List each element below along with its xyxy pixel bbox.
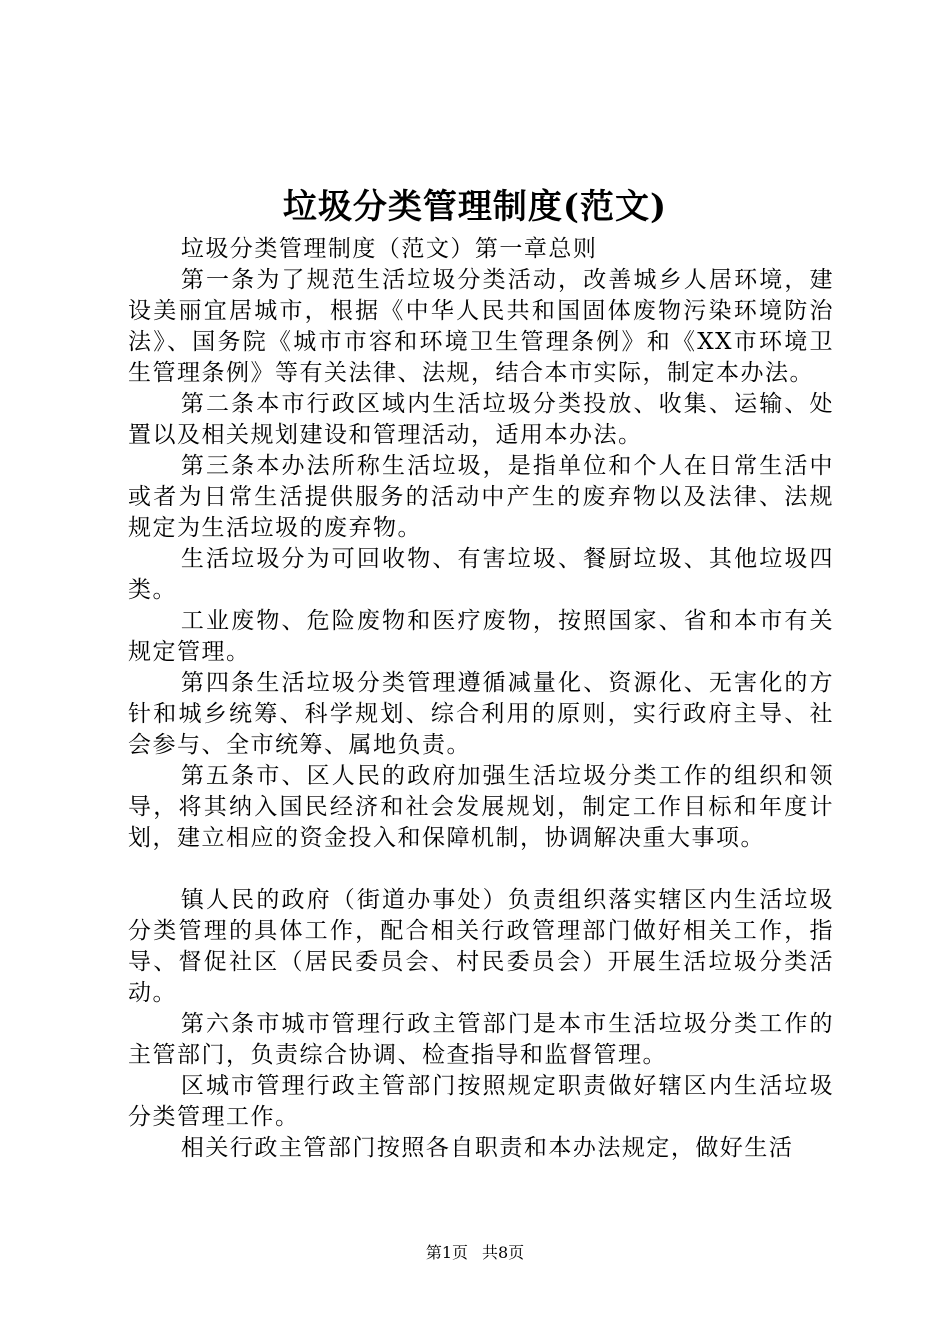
page-footer <box>0 1241 950 1265</box>
paragraph-waste-categories: 生活垃圾分为可回收物、有害垃圾、餐厨垃圾、其他垃圾四类。 <box>128 546 834 603</box>
paragraph-town-government: 镇人民的政府（街道办事处）负责组织落实辖区内生活垃圾分类管理的具体工作，配合相关行政管理部门做好相关工作，指导、督促社区（居民委员会、村民委员会）开展生活垃圾分类活动。 <box>128 887 834 1006</box>
paragraph-article-6: 第六条市城市管理行政主管部门是本市生活垃圾分类工作的主管部门，负责综合协调、检查指导和监督管理。 <box>128 1011 834 1068</box>
page-number: 第1页 <box>425 1243 468 1262</box>
paragraph-related-departments: 相关行政主管部门按照各自职责和本办法规定，做好生活 <box>180 1135 794 1161</box>
paragraph-article-1: 第一条为了规范生活垃圾分类活动，改善城乡人居环境，建设美丽宜居城市，根据《中华人民共和国固体废物污染环境防治法》、国务院《城市市容和环境卫生管理条例》和《XX市环境卫生管理条例》等有关法律、法规，结合本市实际，制定本办法。 <box>128 267 834 386</box>
page-total: 共8页 <box>482 1243 525 1262</box>
document-body <box>128 234 834 1164</box>
paragraph-article-2: 第二条本市行政区域内生活垃圾分类投放、收集、运输、处置以及相关规划建设和管理活动，适用本办法。 <box>128 391 834 448</box>
document-title: 垃圾分类管理制度(范文) <box>282 187 668 227</box>
paragraph-article-4: 第四条生活垃圾分类管理遵循减量化、资源化、无害化的方针和城乡统筹、科学规划、综合利用的原则，实行政府主导、社会参与、全市统筹、属地负责。 <box>128 670 834 758</box>
paragraph-district-department: 区城市管理行政主管部门按照规定职责做好辖区内生活垃圾分类管理工作。 <box>128 1073 834 1130</box>
paragraph-article-5: 第五条市、区人民的政府加强生活垃圾分类工作的组织和领导，将其纳入国民经济和社会发展规划，制定工作目标和年度计划，建立相应的资金投入和保障机制，协调解决重大事项。 <box>128 763 834 851</box>
paragraph-chapter-heading: 垃圾分类管理制度（范文）第一章总则 <box>180 236 598 262</box>
paragraph-industrial-waste: 工业废物、危险废物和医疗废物，按照国家、省和本市有关规定管理。 <box>128 608 834 665</box>
paragraph-article-3: 第三条本办法所称生活垃圾，是指单位和个人在日常生活中或者为日常生活提供服务的活动中产生的废弃物以及法律、法规规定为生活垃圾的废弃物。 <box>128 453 834 541</box>
